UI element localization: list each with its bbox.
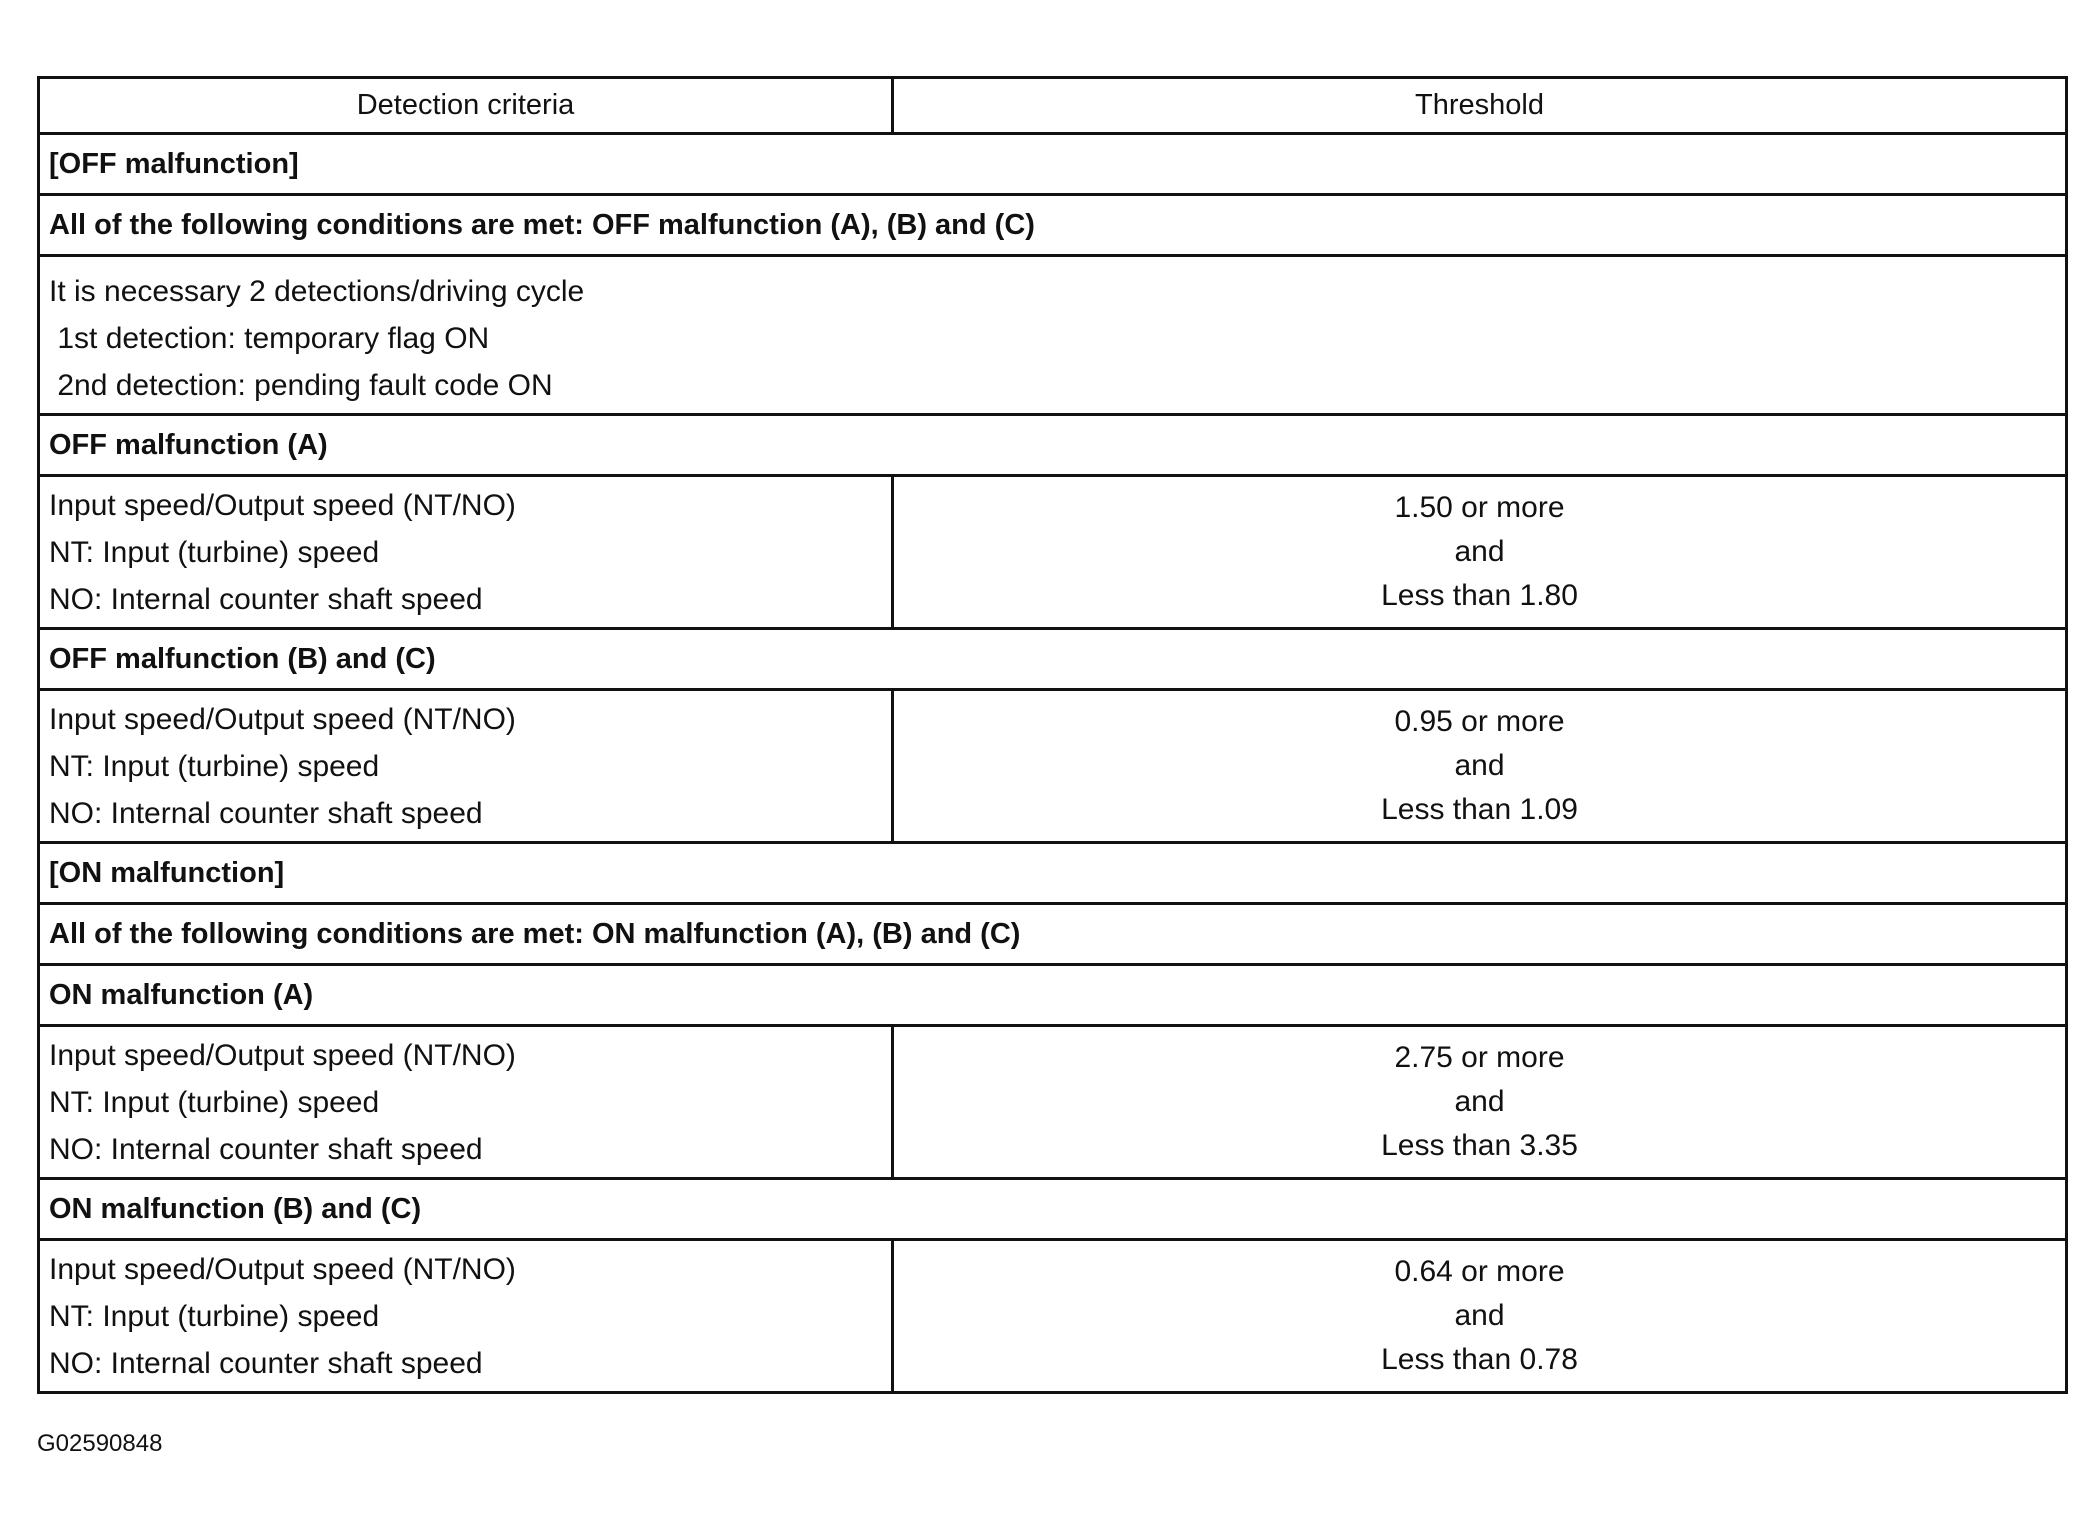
criteria-line: NT: Input (turbine) speed: [49, 749, 380, 783]
section-row: [39, 629, 2067, 690]
threshold-line: and: [1454, 1299, 1505, 1332]
criteria-cell: [39, 1026, 893, 1179]
note-row: [39, 256, 2067, 415]
criteria-line: Input speed/Output speed (NT/NO): [49, 1252, 516, 1286]
detection-criteria-table: [37, 76, 2068, 1394]
criteria-cell: [39, 476, 893, 629]
threshold-line: 0.95 or more: [1394, 705, 1565, 738]
threshold-cell: [893, 1240, 2067, 1393]
off-malfunction-title: [OFF malfunction]: [39, 134, 2067, 195]
threshold-line: Less than 3.35: [1381, 1129, 1578, 1162]
off-detection-note: [39, 256, 2067, 415]
on-malfunction-title: [ON malfunction]: [39, 843, 2067, 904]
criteria-line: Input speed/Output speed (NT/NO): [49, 702, 516, 736]
section-row: [39, 965, 2067, 1026]
threshold-line: 1.50 or more: [1394, 491, 1565, 524]
table-row: [39, 476, 2067, 629]
threshold-line: and: [1454, 1085, 1505, 1118]
note-line: It is necessary 2 detections/driving cycle: [49, 274, 585, 308]
threshold-line: 2.75 or more: [1394, 1041, 1565, 1074]
table-header-row: [39, 78, 2067, 134]
section-row: [39, 415, 2067, 476]
threshold-line: and: [1454, 749, 1505, 782]
threshold-line: Less than 0.78: [1381, 1343, 1578, 1376]
off-a-title: OFF malfunction (A): [39, 415, 2067, 476]
on-bc-title: ON malfunction (B) and (C): [39, 1179, 2067, 1240]
criteria-line: NO: Internal counter shaft speed: [49, 1132, 483, 1166]
header-detection-criteria: Detection criteria: [39, 78, 893, 134]
note-line: 2nd detection: pending fault code ON: [49, 368, 553, 402]
criteria-line: Input speed/Output speed (NT/NO): [49, 488, 516, 522]
header-threshold: Threshold: [893, 78, 2067, 134]
criteria-line: NO: Internal counter shaft speed: [49, 582, 483, 616]
threshold-line: and: [1454, 535, 1505, 568]
threshold-cell: [893, 476, 2067, 629]
section-row: [39, 904, 2067, 965]
criteria-cell: [39, 1240, 893, 1393]
criteria-line: NT: Input (turbine) speed: [49, 1299, 380, 1333]
note-line: 1st detection: temporary flag ON: [49, 321, 490, 355]
criteria-line: NO: Internal counter shaft speed: [49, 1346, 483, 1380]
section-row: [39, 134, 2067, 195]
off-condition-text: All of the following conditions are met: OFF malfunction (A), (B) and (C): [39, 195, 2067, 256]
threshold-line: Less than 1.80: [1381, 579, 1578, 612]
threshold-cell: [893, 690, 2067, 843]
criteria-line: NT: Input (turbine) speed: [49, 535, 380, 569]
section-row: [39, 1179, 2067, 1240]
section-row: [39, 195, 2067, 256]
criteria-line: Input speed/Output speed (NT/NO): [49, 1038, 516, 1072]
threshold-line: 0.64 or more: [1394, 1255, 1565, 1288]
figure-code: G02590848: [37, 1430, 163, 1457]
table-row: [39, 690, 2067, 843]
detection-criteria-table-wrap: [37, 76, 2065, 1394]
section-row: [39, 843, 2067, 904]
table-row: [39, 1026, 2067, 1179]
off-bc-title: OFF malfunction (B) and (C): [39, 629, 2067, 690]
criteria-cell: [39, 690, 893, 843]
on-condition-text: All of the following conditions are met: ON malfunction (A), (B) and (C): [39, 904, 2067, 965]
threshold-cell: [893, 1026, 2067, 1179]
criteria-line: NO: Internal counter shaft speed: [49, 796, 483, 830]
threshold-line: Less than 1.09: [1381, 793, 1578, 826]
table-row: [39, 1240, 2067, 1393]
on-a-title: ON malfunction (A): [39, 965, 2067, 1026]
criteria-line: NT: Input (turbine) speed: [49, 1085, 380, 1119]
